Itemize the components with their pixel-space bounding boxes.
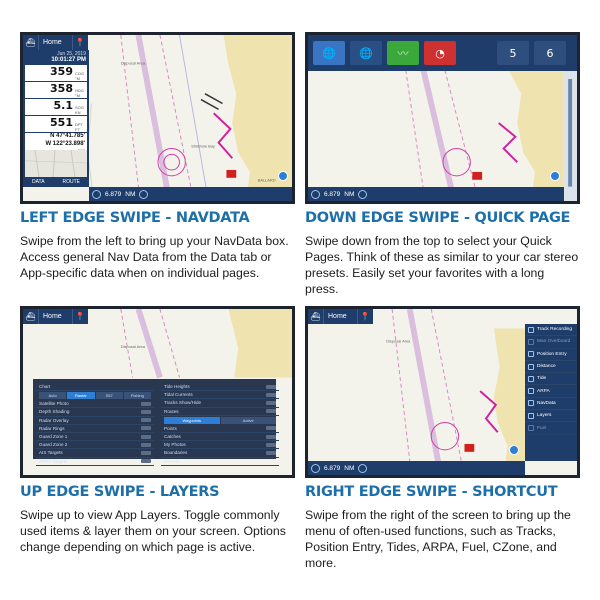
quick-page-1-button[interactable] [313,41,345,65]
toggle[interactable] [266,435,276,439]
navdata-row-hdg[interactable] [25,82,87,98]
boat-icon[interactable]: ⛴ [25,312,36,321]
panel-description: Swipe from the right of the screen to bring up the menu of often-used functions, such as Tracks, Position Entry, Tides, ARPA, Fuel, CZone, and more. [305,508,571,570]
toggle[interactable] [266,385,276,389]
layer-presets[interactable] [161,458,279,466]
range-in-icon[interactable] [358,190,367,199]
layer-label: Boundaries [164,450,188,456]
panel-title: LEFT EDGE SWIPE - NAVDATA [20,210,250,226]
panel-navdata [20,32,295,302]
layer-label: Points [164,425,177,431]
range-out-icon[interactable] [311,464,320,473]
globe-split-icon: 🌐 [359,46,373,60]
boat-icon[interactable]: ⛴ [310,312,321,321]
route-mode-waypoints[interactable]: Waypoints [164,417,220,424]
layer-label: Tidal Currents [164,392,193,398]
layer-label: ARPA Targets [39,458,68,464]
layer-label: AIS Targets [39,450,63,456]
layers-icon [528,413,534,419]
shortcut-label: Distance [537,364,556,370]
layer-routes[interactable] [161,408,279,416]
home-bar [308,309,373,324]
toggle[interactable] [141,418,151,422]
panel-layers [20,306,295,576]
layers-right-column [161,383,279,466]
position-icon [528,351,534,357]
toggle[interactable] [141,459,151,463]
layer-points[interactable] [161,425,279,433]
range-out-icon[interactable] [92,190,101,199]
dpt-value: 551 [50,116,73,129]
quick-page-2-button[interactable] [350,41,382,65]
shortcut-screen[interactable] [305,306,580,478]
chart-mode-s57[interactable]: S57 [96,392,123,399]
globe-icon: 🌐 [322,46,336,60]
navdata-tabs [23,177,89,187]
layer-radar-rings[interactable] [36,425,154,433]
shortcut-man-overboard[interactable] [525,336,577,348]
shortcut-label: ARPA [537,388,550,394]
cog-unit: COG °M [75,71,85,81]
overboard-icon [528,339,534,345]
quick-page-4-button[interactable] [424,41,456,65]
toggle[interactable] [266,393,276,397]
layer-label: Catches [164,434,181,440]
route-mode-selector [164,417,276,424]
layer-label: Guard Zone 1 [39,434,68,440]
bottom-bar [89,187,292,201]
chart-mode-selector [39,392,151,399]
layer-label: Presets [164,458,180,464]
chart-mode-fishing[interactable]: Fishing [124,392,151,399]
toggle[interactable] [266,426,276,430]
center-boat-button[interactable] [550,171,560,181]
layer-guard-zone-1[interactable] [36,433,154,441]
navdata-mini-map[interactable] [25,150,87,177]
sog-value: 5.1 [53,99,73,112]
navdata-row-dpt[interactable] [25,116,87,132]
layer-label: Satellite Photo [39,401,69,407]
shortcut-label: Fuel [537,425,547,431]
svg-text:Disposal Area: Disposal Area [120,60,145,66]
quick-page-screen[interactable] [305,32,580,204]
shortcut-track-recording[interactable] [525,324,577,336]
scale-value: 6.879 [324,190,341,198]
panel-shortcut [305,306,580,576]
dpt-unit: DPT FT [75,122,83,132]
shortcut-label: Layers [537,413,552,419]
home-button[interactable]: Home [38,309,73,324]
panel-title: DOWN EDGE SWIPE - QUICK PAGE [305,210,571,226]
panel-quick-page [305,32,580,302]
toggle[interactable] [141,443,151,447]
range-in-icon[interactable] [139,190,148,199]
chart-mode-raster[interactable]: Raster [67,392,94,399]
quick-page-3-button[interactable] [387,41,419,65]
boat-icon[interactable]: ⛴ [25,38,36,47]
shortcut-label: Tide [537,376,547,382]
navdata-time: 10:01:27 PM [51,57,86,63]
quick-page-5-button[interactable]: 5 [497,41,529,65]
layer-guard-zone-2[interactable] [36,441,154,449]
pos-lat: N 47°41.785' [50,133,85,139]
layer-label: Depth Shading [39,409,70,415]
bottom-bar [308,187,564,201]
location-pin-icon[interactable]: 📍 [75,38,86,47]
scale-unit: NM [125,190,136,198]
layer-label: Routes [164,408,179,414]
quick-page-6-button[interactable]: 6 [534,41,566,65]
shortcut-position-entry[interactable] [525,349,577,361]
panel-description: Swipe down from the top to select your Quick Pages. Think of these as similar to your car stereo presets. Easily set your favorites with a long press. [305,234,579,296]
layer-arpa-targets[interactable] [36,458,154,466]
sog-unit: SOG KN [75,105,84,115]
scale-unit: NM [344,190,355,198]
location-pin-icon[interactable]: 📍 [75,312,86,321]
navdata-screen[interactable] [20,32,295,204]
scale-unit: NM [344,464,355,472]
scale-value: 6.879 [324,464,341,472]
center-boat-button[interactable] [278,171,288,181]
toggle[interactable] [266,451,276,455]
shortcut-label: Position Entry [537,351,567,357]
layer-tide-heights[interactable] [161,383,279,391]
panel-title: RIGHT EDGE SWIPE - SHORTCUT [305,484,558,500]
center-boat-button[interactable] [509,445,519,455]
layer-tidal-currents[interactable] [161,391,279,399]
layer-my-photos[interactable] [161,441,279,449]
layer-label: Radar Overlay [39,417,69,423]
shortcut-label: Track Recording [537,327,573,333]
range-in-icon[interactable] [358,464,367,473]
layer-ais-targets[interactable] [36,449,154,457]
panel-description: Swipe up to view App Layers. Toggle commonly used items & layer them on your screen. Options change depending on which page is active. [20,508,286,554]
navdata-date: Jun 25, 2019 [57,51,86,57]
distance-icon [528,364,534,370]
toggle[interactable] [266,409,276,413]
toggle[interactable] [141,426,151,430]
toggle[interactable] [141,435,151,439]
shortcut-distance[interactable] [525,361,577,373]
toggle[interactable] [266,443,276,447]
bottom-bar [308,461,525,475]
shortcut-menu [525,324,577,461]
scale-value: 6.879 [105,190,122,198]
shortcut-fuel[interactable] [525,422,577,434]
layer-satellite-photo[interactable] [36,400,154,408]
toggle[interactable] [141,410,151,414]
panel-description: Swipe from the left to bring up your NavData box. Access general Nav Data from the Data tab or App-specific data when on individual pages. [20,234,289,280]
home-button[interactable]: Home [38,35,73,50]
cog-value: 359 [50,65,73,78]
tab-data[interactable]: DATA [31,179,45,185]
layer-label: My Photos [164,442,186,448]
toggle[interactable] [141,402,151,406]
toggle[interactable] [266,401,276,405]
tide-icon [528,376,534,382]
navdata-icon [528,400,534,406]
svg-text:Shilshole Bay: Shilshole Bay [191,143,215,149]
layer-catches[interactable] [161,433,279,441]
navdata-row-cog[interactable] [25,65,87,81]
sonar-icon: 〰 [397,47,409,60]
tab-route[interactable]: ROUTE [62,179,81,185]
layer-boundaries[interactable] [161,449,279,457]
fuel-icon [528,425,534,431]
chart-label: Chart [36,383,154,391]
pos-lon: W 122°23.898' [45,141,85,147]
quick-pages-bar [308,35,577,71]
navdata-box[interactable] [23,50,89,187]
navdata-row-sog[interactable] [25,99,87,115]
track-icon [528,327,534,333]
hdg-unit: HDG °M [75,88,84,98]
route-mode-active[interactable]: Active [221,417,277,424]
layer-tracks[interactable] [161,399,279,407]
toggle[interactable] [141,451,151,455]
svg-text:BALLARD: BALLARD [257,177,276,183]
layer-label: Guard Zone 2 [39,442,68,448]
shortcut-label: Man Overboard [537,339,571,345]
shortcut-tide[interactable] [525,373,577,385]
layer-label: Tide Heights [164,384,190,390]
svg-text:Disposal Area: Disposal Area [386,338,411,344]
shortcut-arpa[interactable] [525,385,577,397]
location-pin-icon[interactable]: 📍 [360,312,371,321]
layer-label: Tracks Show/Hide [164,400,202,406]
home-button[interactable]: Home [323,309,358,324]
layer-depth-shading[interactable] [36,408,154,416]
hdg-value: 358 [50,82,73,95]
home-bar [23,35,88,50]
home-bar [23,309,88,324]
svg-text:Disposal Area: Disposal Area [120,344,145,350]
panel-title: UP EDGE SWIPE - LAYERS [20,484,220,500]
layer-label: Radar Rings [39,425,65,431]
shortcut-layers[interactable] [525,410,577,422]
shortcut-label: NavData [537,400,556,406]
radar-icon: ◔ [435,46,445,60]
chart-mode-auto[interactable]: Auto [39,392,66,399]
layers-screen[interactable] [20,306,295,478]
shortcut-navdata[interactable] [525,398,577,410]
range-out-icon[interactable] [311,190,320,199]
layers-panel [33,379,276,464]
layer-radar-overlay[interactable] [36,417,154,425]
arpa-icon [528,388,534,394]
layers-left-column [36,383,154,466]
